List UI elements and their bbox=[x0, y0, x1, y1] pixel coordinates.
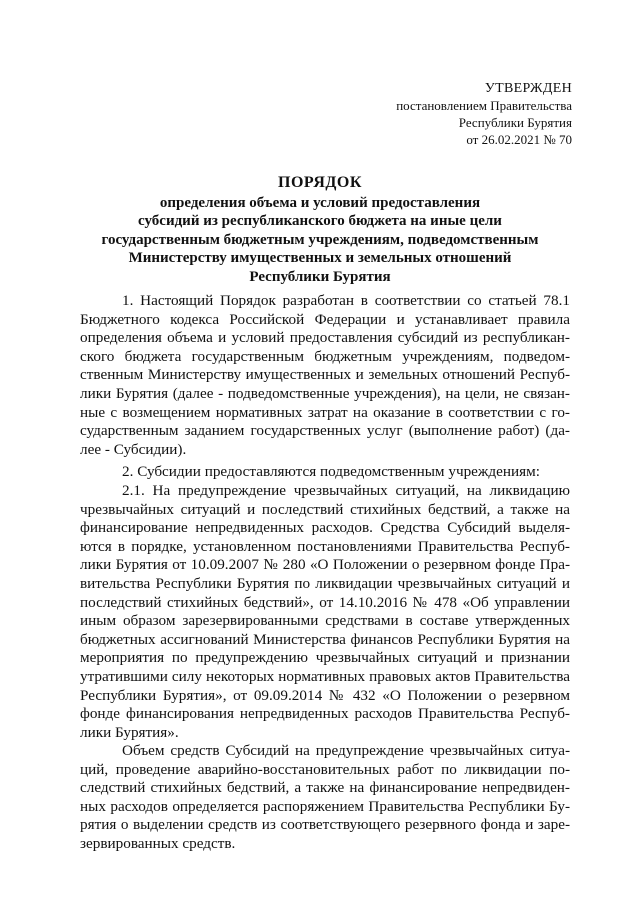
approval-stamp bbox=[312, 80, 572, 148]
text-line: Бюджетного кодекса Российской Федерации и устанавливает правила bbox=[80, 310, 570, 328]
text-line: зервированных средств. bbox=[80, 834, 236, 852]
text-line: ственным Министерству имущественных и земельных отношений Респуб- bbox=[80, 366, 570, 384]
text-line: лее - Субсидии). bbox=[80, 440, 187, 458]
text-line: 2.1. На предупреждение чрезвычайных ситуаций, на ликвидацию bbox=[122, 482, 570, 499]
text-line: Объем средств Субсидий на предупреждение чрезвычайных ситуа- bbox=[122, 742, 570, 759]
title-line: определения объема и условий предоставления bbox=[159, 194, 481, 211]
title-line: государственным бюджетным учреждениям, подведомственным bbox=[101, 231, 539, 248]
text-line: ные с возмещением нормативных затрат на оказание в соответствии с го- bbox=[80, 403, 570, 421]
text-line: лики Бурятия (далее - подведомственные учреждения), на цели, не связан- bbox=[80, 384, 570, 402]
text-line: рятия о выделении средств из соответствующего резервного фонда и заре- bbox=[80, 816, 570, 834]
text-line: вительства Республики Бурятия по ликвидации чрезвычайных ситуаций и bbox=[80, 574, 570, 592]
approval-line: постановлением Правительства bbox=[396, 98, 572, 113]
text-line: определения объема и условий предоставления субсидий из республикан- bbox=[80, 329, 570, 347]
text-line: финансирование непредвиденных расходов. Средства Субсидий выделя- bbox=[80, 519, 570, 537]
title-heading: ПОРЯДОК bbox=[278, 174, 362, 191]
text-line: ций, проведение аварийно-восстановительных работ по ликвидации по- bbox=[80, 760, 570, 778]
paragraph-2-1 bbox=[80, 482, 570, 742]
paragraph-2 bbox=[80, 463, 570, 482]
approval-heading: УТВЕРЖДЕН bbox=[484, 81, 572, 96]
text-line: ных расходов определяется распоряжением Правительства Республики Бу- bbox=[80, 797, 570, 815]
text-line: чрезвычайных ситуаций и последствий стихийных бедствий, а также на bbox=[80, 500, 570, 518]
text-line: бюджетных ассигнований Министерства финансов Республики Бурятия на bbox=[80, 630, 570, 648]
text-line: утратившими силу некоторых нормативных правовых актов Правительства bbox=[80, 667, 570, 685]
title-line: субсидий из республиканского бюджета на иные цели bbox=[138, 213, 502, 229]
text-line: сударственным заданием государственных услуг (выполнение работ) (да- bbox=[80, 422, 570, 440]
text-line: Республики Бурятия», от 09.09.2014 № 432 «О Положении о резервном bbox=[80, 686, 570, 704]
document-title bbox=[60, 174, 580, 286]
title-line: Республики Бурятия bbox=[249, 268, 391, 285]
text-line: фонде финансирования непредвиденных расходов Правительства Респуб- bbox=[80, 705, 570, 723]
text-line: 1. Настоящий Порядок разработан в соответствии со статьей 78.1 bbox=[122, 292, 570, 309]
paragraph-3 bbox=[80, 742, 570, 854]
text-line: ются в порядке, установленном постановлениями Правительства Респуб- bbox=[80, 537, 570, 555]
text-line: иным образом зарезервированными средствами в составе утвержденных bbox=[80, 612, 570, 630]
text-line: последствий стихийных бедствий», от 14.10.2016 № 478 «Об управлении bbox=[80, 593, 570, 611]
title-line: Министерству имущественных и земельных отношений bbox=[128, 250, 512, 266]
text-line: ского бюджета государственным бюджетным учреждениям, подведом- bbox=[80, 347, 570, 365]
paragraph-1 bbox=[80, 292, 570, 459]
text-line: мероприятия по предупреждению чрезвычайных ситуаций и признании bbox=[80, 649, 570, 667]
approval-line: от 26.02.2021 № 70 bbox=[466, 132, 572, 147]
text-line: следствий стихийных бедствий, а также на финансирование непредвиден- bbox=[80, 779, 570, 797]
text-line: лики Бурятия от 10.09.2007 № 280 «О Положении о резервном фонде Пра- bbox=[80, 556, 570, 574]
text-line: 2. Субсидии предоставляются подведомственным учреждениям: bbox=[122, 463, 540, 480]
approval-line: Республики Бурятия bbox=[458, 115, 572, 130]
text-line: лики Бурятия». bbox=[80, 723, 179, 741]
